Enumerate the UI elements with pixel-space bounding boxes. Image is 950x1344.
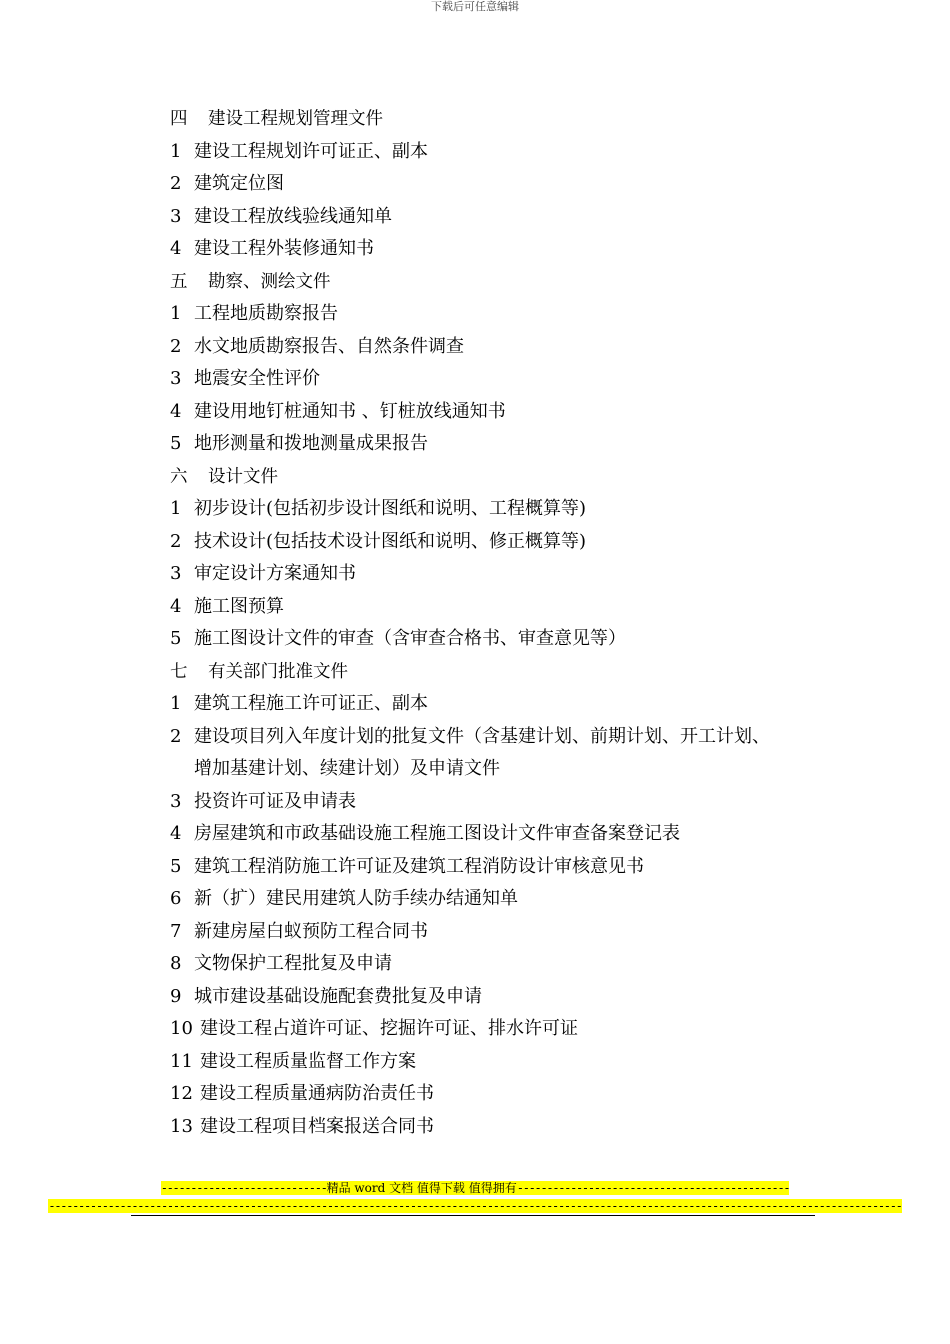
item-number: 12 [170,1083,193,1104]
section-number: 四 [170,109,188,129]
list-item [170,948,830,981]
item-text: 初步设计(包括初步设计图纸和说明、工程概算等) [194,498,587,519]
item-text: 新（扩）建民用建筑人防手续办结通知单 [194,888,518,909]
item-number: 9 [170,985,182,1007]
footer-left-dashes: ---------------------------- [160,1181,327,1195]
footer-rule [131,1215,815,1216]
list-item [170,168,830,201]
item-number: 2 [170,530,182,552]
item-text-continuation: 增加基建计划、续建计划）及申请文件 [194,758,500,779]
item-number: 1 [170,140,182,162]
list-item [170,981,830,1014]
item-text: 建设用地钉桩通知书 、钉桩放线通知书 [194,400,506,422]
list-item [170,721,830,786]
section-number: 五 [170,271,188,292]
item-text: 建设工程占道许可证、挖掘许可证、排水许可证 [200,1018,578,1039]
item-text: 建设工程质量监督工作方案 [200,1050,416,1072]
item-text: 建筑定位图 [194,173,284,194]
item-text: 建设项目列入年度计划的批复文件（含基建计划、前期计划、开工计划、 [194,725,770,747]
list-item [170,331,830,364]
footer-dash-line [0,1198,950,1214]
document-body [170,103,830,1143]
item-text: 房屋建筑和市政基础设施工程施工图设计文件审查备案登记表 [194,823,680,844]
footer-highlight [161,1181,790,1195]
footer-right-dashes: ---------------------------------------------- [516,1181,790,1195]
item-number: 5 [170,433,182,454]
header-text: 下载后可任意编辑 [431,0,519,13]
item-text: 新建房屋白蚁预防工程合同书 [194,920,428,942]
footer-dash-line-text: ------------------------------------------------------------------------------------------------------------------------------------------------ [48,1199,902,1213]
list-item [170,493,830,526]
item-number: 8 [170,953,182,974]
list-item [170,1111,830,1144]
item-number: 5 [170,628,182,649]
item-number: 7 [170,920,182,942]
list-item [170,363,830,396]
item-number: 13 [170,1115,193,1137]
item-number: 1 [170,693,182,714]
item-number: 4 [170,238,182,259]
list-item [170,1013,830,1046]
page-header [0,0,950,13]
item-text: 地震安全性评价 [194,368,320,389]
list-item [170,916,830,949]
item-number: 2 [170,173,182,194]
section-heading [170,266,830,299]
item-text: 建筑工程施工许可证正、副本 [194,693,428,714]
item-text: 建设工程项目档案报送合同书 [200,1115,434,1137]
item-number: 1 [170,303,182,324]
section-number: 六 [170,466,188,487]
item-number: 2 [170,335,182,357]
section-heading [170,103,830,136]
section-heading [170,461,830,494]
list-item [170,428,830,461]
item-number: 1 [170,498,182,519]
list-item [170,688,830,721]
item-text: 建设工程规划许可证正、副本 [194,140,428,162]
list-item [170,818,830,851]
list-item [170,786,830,819]
item-text: 施工图设计文件的审查（含审查合格书、审查意见等） [194,628,626,649]
list-item [170,1046,830,1079]
list-item [170,233,830,266]
list-item [170,883,830,916]
item-number: 4 [170,823,182,844]
section-number: 七 [170,661,188,682]
item-text: 建设工程外装修通知书 [194,238,374,259]
item-text: 城市建设基础设施配套费批复及申请 [194,985,482,1007]
section-title: 设计文件 [208,466,278,487]
item-text: 施工图预算 [194,595,284,617]
item-text: 工程地质勘察报告 [194,303,338,324]
item-number: 3 [170,790,182,812]
item-text: 水文地质勘察报告、自然条件调查 [194,335,464,357]
list-item [170,1078,830,1111]
item-number: 3 [170,205,182,227]
footer-banner [0,1180,950,1196]
item-text: 建设工程质量通病防治责任书 [200,1083,434,1104]
item-number: 5 [170,855,182,877]
item-text: 地形测量和拨地测量成果报告 [194,433,428,454]
list-item [170,558,830,591]
item-number: 6 [170,888,182,909]
item-text: 文物保护工程批复及申请 [194,953,392,974]
item-number: 4 [170,595,182,617]
list-item [170,851,830,884]
list-item [170,396,830,429]
item-number: 10 [170,1018,193,1039]
item-number: 4 [170,400,182,422]
item-number: 11 [170,1050,193,1072]
item-number: 2 [170,725,182,747]
item-text: 建设工程放线验线通知单 [194,205,392,227]
item-text: 技术设计(包括技术设计图纸和说明、修正概算等) [194,530,587,552]
list-item [170,623,830,656]
section-title: 建设工程规划管理文件 [208,109,383,129]
list-item [170,298,830,331]
item-number: 3 [170,563,182,584]
item-number: 3 [170,368,182,389]
list-item [170,591,830,624]
item-text: 建筑工程消防施工许可证及建筑工程消防设计审核意见书 [194,855,644,877]
item-text: 审定设计方案通知书 [194,563,356,584]
item-text: 投资许可证及申请表 [194,790,356,812]
section-title: 有关部门批准文件 [208,661,348,682]
list-item [170,526,830,559]
section-heading [170,656,830,689]
footer-text: 精品 word 文档 值得下载 值得拥有 [326,1181,517,1195]
list-item [170,136,830,169]
section-title: 勘察、测绘文件 [208,271,331,292]
list-item [170,201,830,234]
